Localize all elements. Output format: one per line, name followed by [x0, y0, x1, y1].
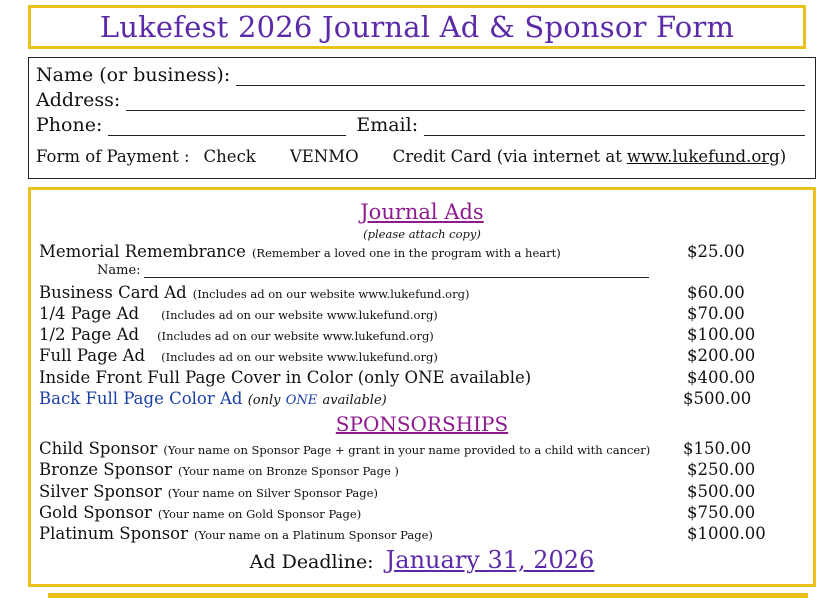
sponsor-price: $500.00: [687, 482, 756, 501]
address-label: Address:: [36, 89, 121, 111]
sponsor-price: $1000.00: [687, 524, 766, 543]
payment-row: [36, 147, 786, 166]
sponsor-item[interactable]: [39, 503, 361, 522]
ad-deadline: [31, 546, 813, 574]
journal-item-note: (Includes ad on our website www.lukefund.org): [161, 350, 438, 364]
ads-sponsor-section: [28, 187, 816, 587]
sponsor-note: (Your name on Bronze Sponsor Page ): [178, 464, 399, 478]
sponsorships-heading: SPONSORSHIPS: [335, 412, 509, 436]
memorial-note: (Remember a loved one in the program with a heart): [251, 246, 561, 260]
journal-item[interactable]: [39, 304, 438, 323]
payment-credit-card[interactable]: Credit Card (via internet at: [392, 147, 622, 166]
email-field[interactable]: [424, 119, 805, 136]
back-cover-price: $500.00: [683, 389, 752, 408]
journal-ads-subheading: (please attach copy): [363, 227, 481, 241]
payment-label: Form of Payment :: [36, 147, 190, 166]
back-cover-note-post: available): [322, 393, 387, 408]
journal-item-label: 1/2 Page Ad: [39, 325, 140, 344]
journal-item[interactable]: [39, 346, 438, 365]
payment-check[interactable]: Check: [203, 147, 256, 166]
address-field[interactable]: [126, 94, 805, 111]
phone-label: Phone:: [36, 114, 103, 136]
memorial-name-field[interactable]: [144, 264, 649, 278]
sponsor-price: $150.00: [683, 439, 752, 458]
journal-ads-heading: Journal Ads: [360, 200, 484, 224]
form-title: Lukefest 2026 Journal Ad & Sponsor Form: [99, 10, 735, 44]
journal-item-price: $100.00: [687, 325, 756, 344]
back-cover-note-pre: (only: [247, 393, 281, 408]
journal-item-note: (Includes ad on our website www.lukefund.org): [192, 287, 470, 301]
name-row: [36, 64, 805, 86]
name-field[interactable]: [236, 69, 805, 86]
sponsor-item[interactable]: [39, 460, 399, 479]
journal-item[interactable]: [39, 283, 469, 302]
sponsor-label: Gold Sponsor: [39, 503, 152, 522]
deadline-date: January 31, 2026: [385, 546, 595, 574]
memorial-price: $25.00: [687, 242, 745, 261]
journal-item-label: 1/4 Page Ad: [39, 304, 140, 323]
sponsor-label: Bronze Sponsor: [39, 460, 172, 479]
bottom-border-strip: [48, 593, 808, 598]
sponsor-note: (Your name on Gold Sponsor Page): [157, 507, 362, 521]
sponsor-price: $750.00: [687, 503, 756, 522]
journal-item-price: $200.00: [687, 346, 756, 365]
deadline-label: Ad Deadline:: [249, 551, 374, 573]
sponsor-note: (Your name on Sponsor Page + grant in your name provided to a child with cancer): [163, 443, 651, 457]
journal-item-label: Full Page Ad: [39, 346, 146, 365]
sponsor-note: (Your name on a Platinum Sponsor Page): [193, 528, 433, 542]
sponsor-label: Child Sponsor: [39, 439, 158, 458]
sponsor-item[interactable]: [39, 439, 650, 458]
payment-cc-close: ): [779, 147, 787, 166]
back-cover-label: Back Full Page Color Ad: [39, 389, 243, 408]
address-row: [36, 89, 805, 111]
contact-info-section: [28, 57, 816, 179]
phone-field[interactable]: [108, 119, 346, 136]
email-label: Email:: [356, 114, 419, 136]
sponsor-note: (Your name on Silver Sponsor Page): [167, 486, 378, 500]
journal-item-note: (Includes ad on our website www.lukefund.org): [157, 329, 434, 343]
journal-item[interactable]: [39, 325, 434, 344]
memorial-label: Memorial Remembrance: [39, 242, 246, 261]
sponsor-item[interactable]: [39, 482, 378, 501]
journal-item-price: $70.00: [687, 304, 745, 323]
journal-item-price: $60.00: [687, 283, 745, 302]
journal-item-label: Business Card Ad: [39, 283, 187, 302]
sponsor-item[interactable]: [39, 524, 433, 543]
payment-venmo[interactable]: VENMO: [289, 147, 359, 166]
back-cover-item[interactable]: [39, 389, 387, 408]
journal-item-note: (Includes ad on our website www.lukefund.org): [161, 308, 438, 322]
payment-url-link[interactable]: www.lukefund.org: [626, 147, 780, 166]
sponsor-label: Silver Sponsor: [39, 482, 162, 501]
memorial-name-row: [97, 263, 649, 278]
journal-item-label: Inside Front Full Page Cover in Color (only ONE available): [39, 368, 532, 387]
title-banner: [28, 5, 806, 49]
phone-email-row: [36, 114, 805, 136]
journal-item-price: $400.00: [687, 368, 756, 387]
memorial-item[interactable]: [39, 242, 561, 261]
back-cover-note-one: ONE: [285, 393, 318, 408]
sponsor-label: Platinum Sponsor: [39, 524, 188, 543]
sponsor-price: $250.00: [687, 460, 756, 479]
name-label: Name (or business):: [36, 64, 231, 86]
memorial-name-label: Name:: [97, 263, 141, 278]
journal-item[interactable]: [39, 368, 531, 387]
